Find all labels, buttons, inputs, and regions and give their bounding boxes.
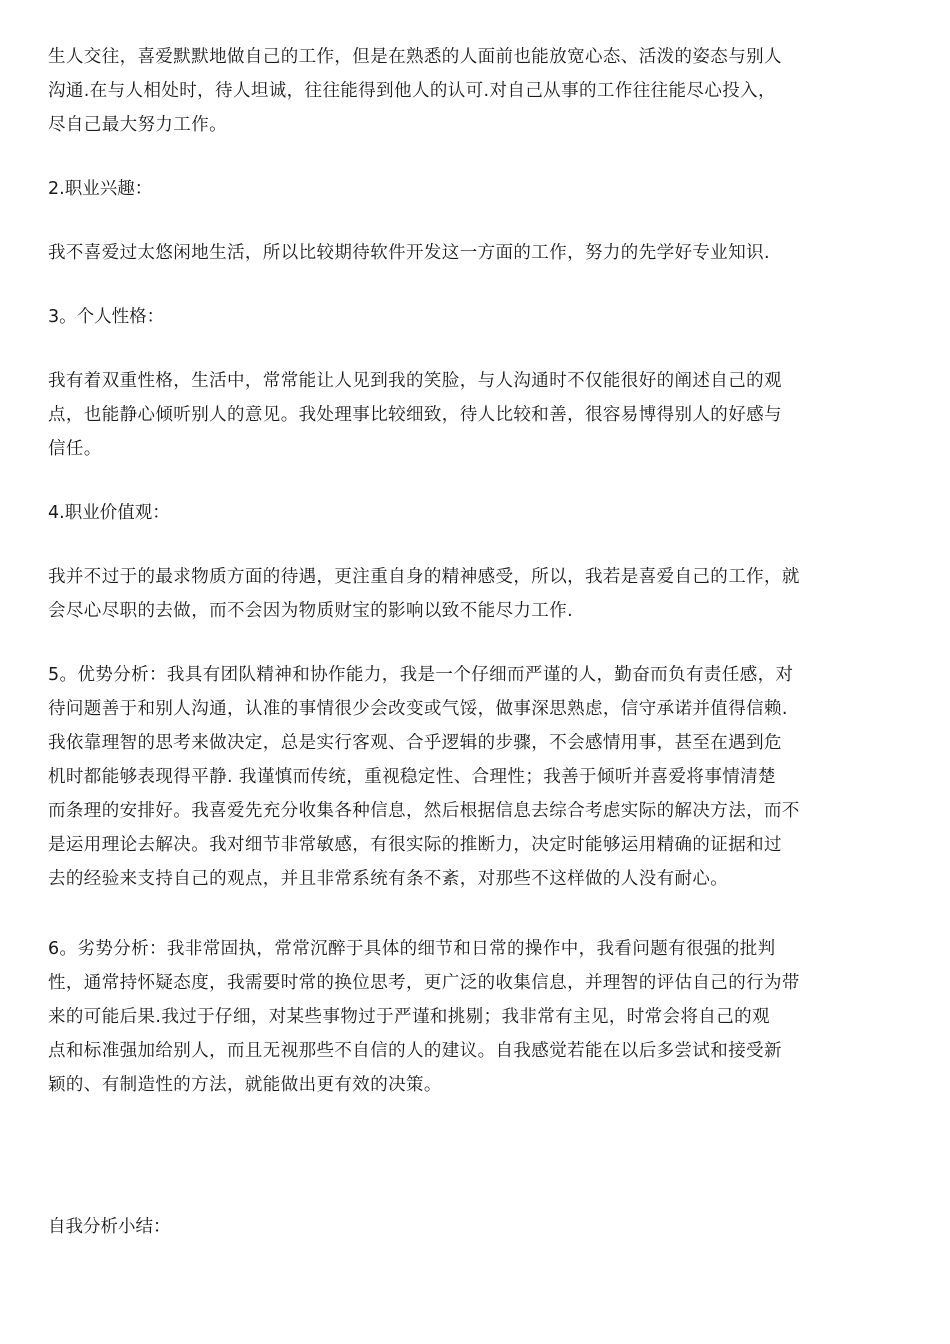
- intro-paragraph: 生人交往，喜爱默默地做自己的工作，但是在熟悉的人面前也能放宽心态、活泼的姿态与别人 沟通.在与人相处时，待人坦诚，往往能得到他人的认可.对自己从事的工作往往能尽心投入， 尽自己最大努力工作。: [48, 47, 782, 135]
- values-paragraph: 我并不过于的最求物质方面的待遇，更注重自身的精神感受，所以，我若是喜爱自己的工作，就 会尽心尽职的去做，而不会因为物质财宝的影响以致不能尽力工作.: [48, 567, 800, 621]
- values-heading: 4.职业价值观：: [48, 503, 170, 523]
- summary-heading: 自我分析小结：: [48, 1217, 171, 1237]
- career-interest-heading: 2.职业兴趣：: [48, 179, 153, 199]
- personality-paragraph: 我有着双重性格，生活中，常常能让人见到我的笑脸，与人沟通时不仅能很好的阐述自己的观 点，也能静心倾听别人的意见。我处理事比较细致，待人比较和善，很容易博得别人的好感与 信任。: [48, 371, 782, 459]
- career-interest-paragraph: 我不喜爱过太悠闲地生活，所以比较期待软件开发这一方面的工作，努力的先学好专业知识.: [48, 243, 770, 263]
- document-page: [48, 40, 908, 1244]
- weaknesses-paragraph: 6。劣势分析：我非常固执，常常沉醉于具体的细节和日常的操作中，我看问题有很强的批判 性，通常持怀疑态度，我需要时常的换位思考，更广泛的收集信息，并理智的评估自己的行为带 来的可能后果.我过于仔细，对某些事物过于严谨和挑剔；我非常有主见，时常会将自己的观 点和标准强加给别人，而且无视那些不自信的人的建议。自我感觉若能在以后多尝试和接受新 颖的、有制造性的方法，就能做出更有效的决策。: [48, 939, 800, 1095]
- personality-heading: 3。个人性格：: [48, 307, 165, 327]
- strengths-paragraph: 5。优势分析：我具有团队精神和协作能力，我是一个仔细而严谨的人，勤奋而负有责任感，对 待问题善于和别人沟通，认准的事情很少会改变或气馁，做事深思熟虑，信守承诺并值得信赖. 我依靠理智的思考来做决定，总是实行客观、合乎逻辑的步骤，不会感情用事，甚至在遇到危 机时都能够表现得平静. 我谨慎而传统，重视稳定性、合理性；我善于倾听并喜爱将事情清楚 而条理的安排好。我喜爱先充分收集各种信息，然后根据信息去综合考虑实际的解决方法，而不 是运用理论去解决。我对细节非常敏感，有很实际的推断力，决定时能够运用精确的证据和过 去的经验来支持自己的观点，并且非常系统有条不紊，对那些不这样做的人没有耐心。: [48, 665, 800, 889]
